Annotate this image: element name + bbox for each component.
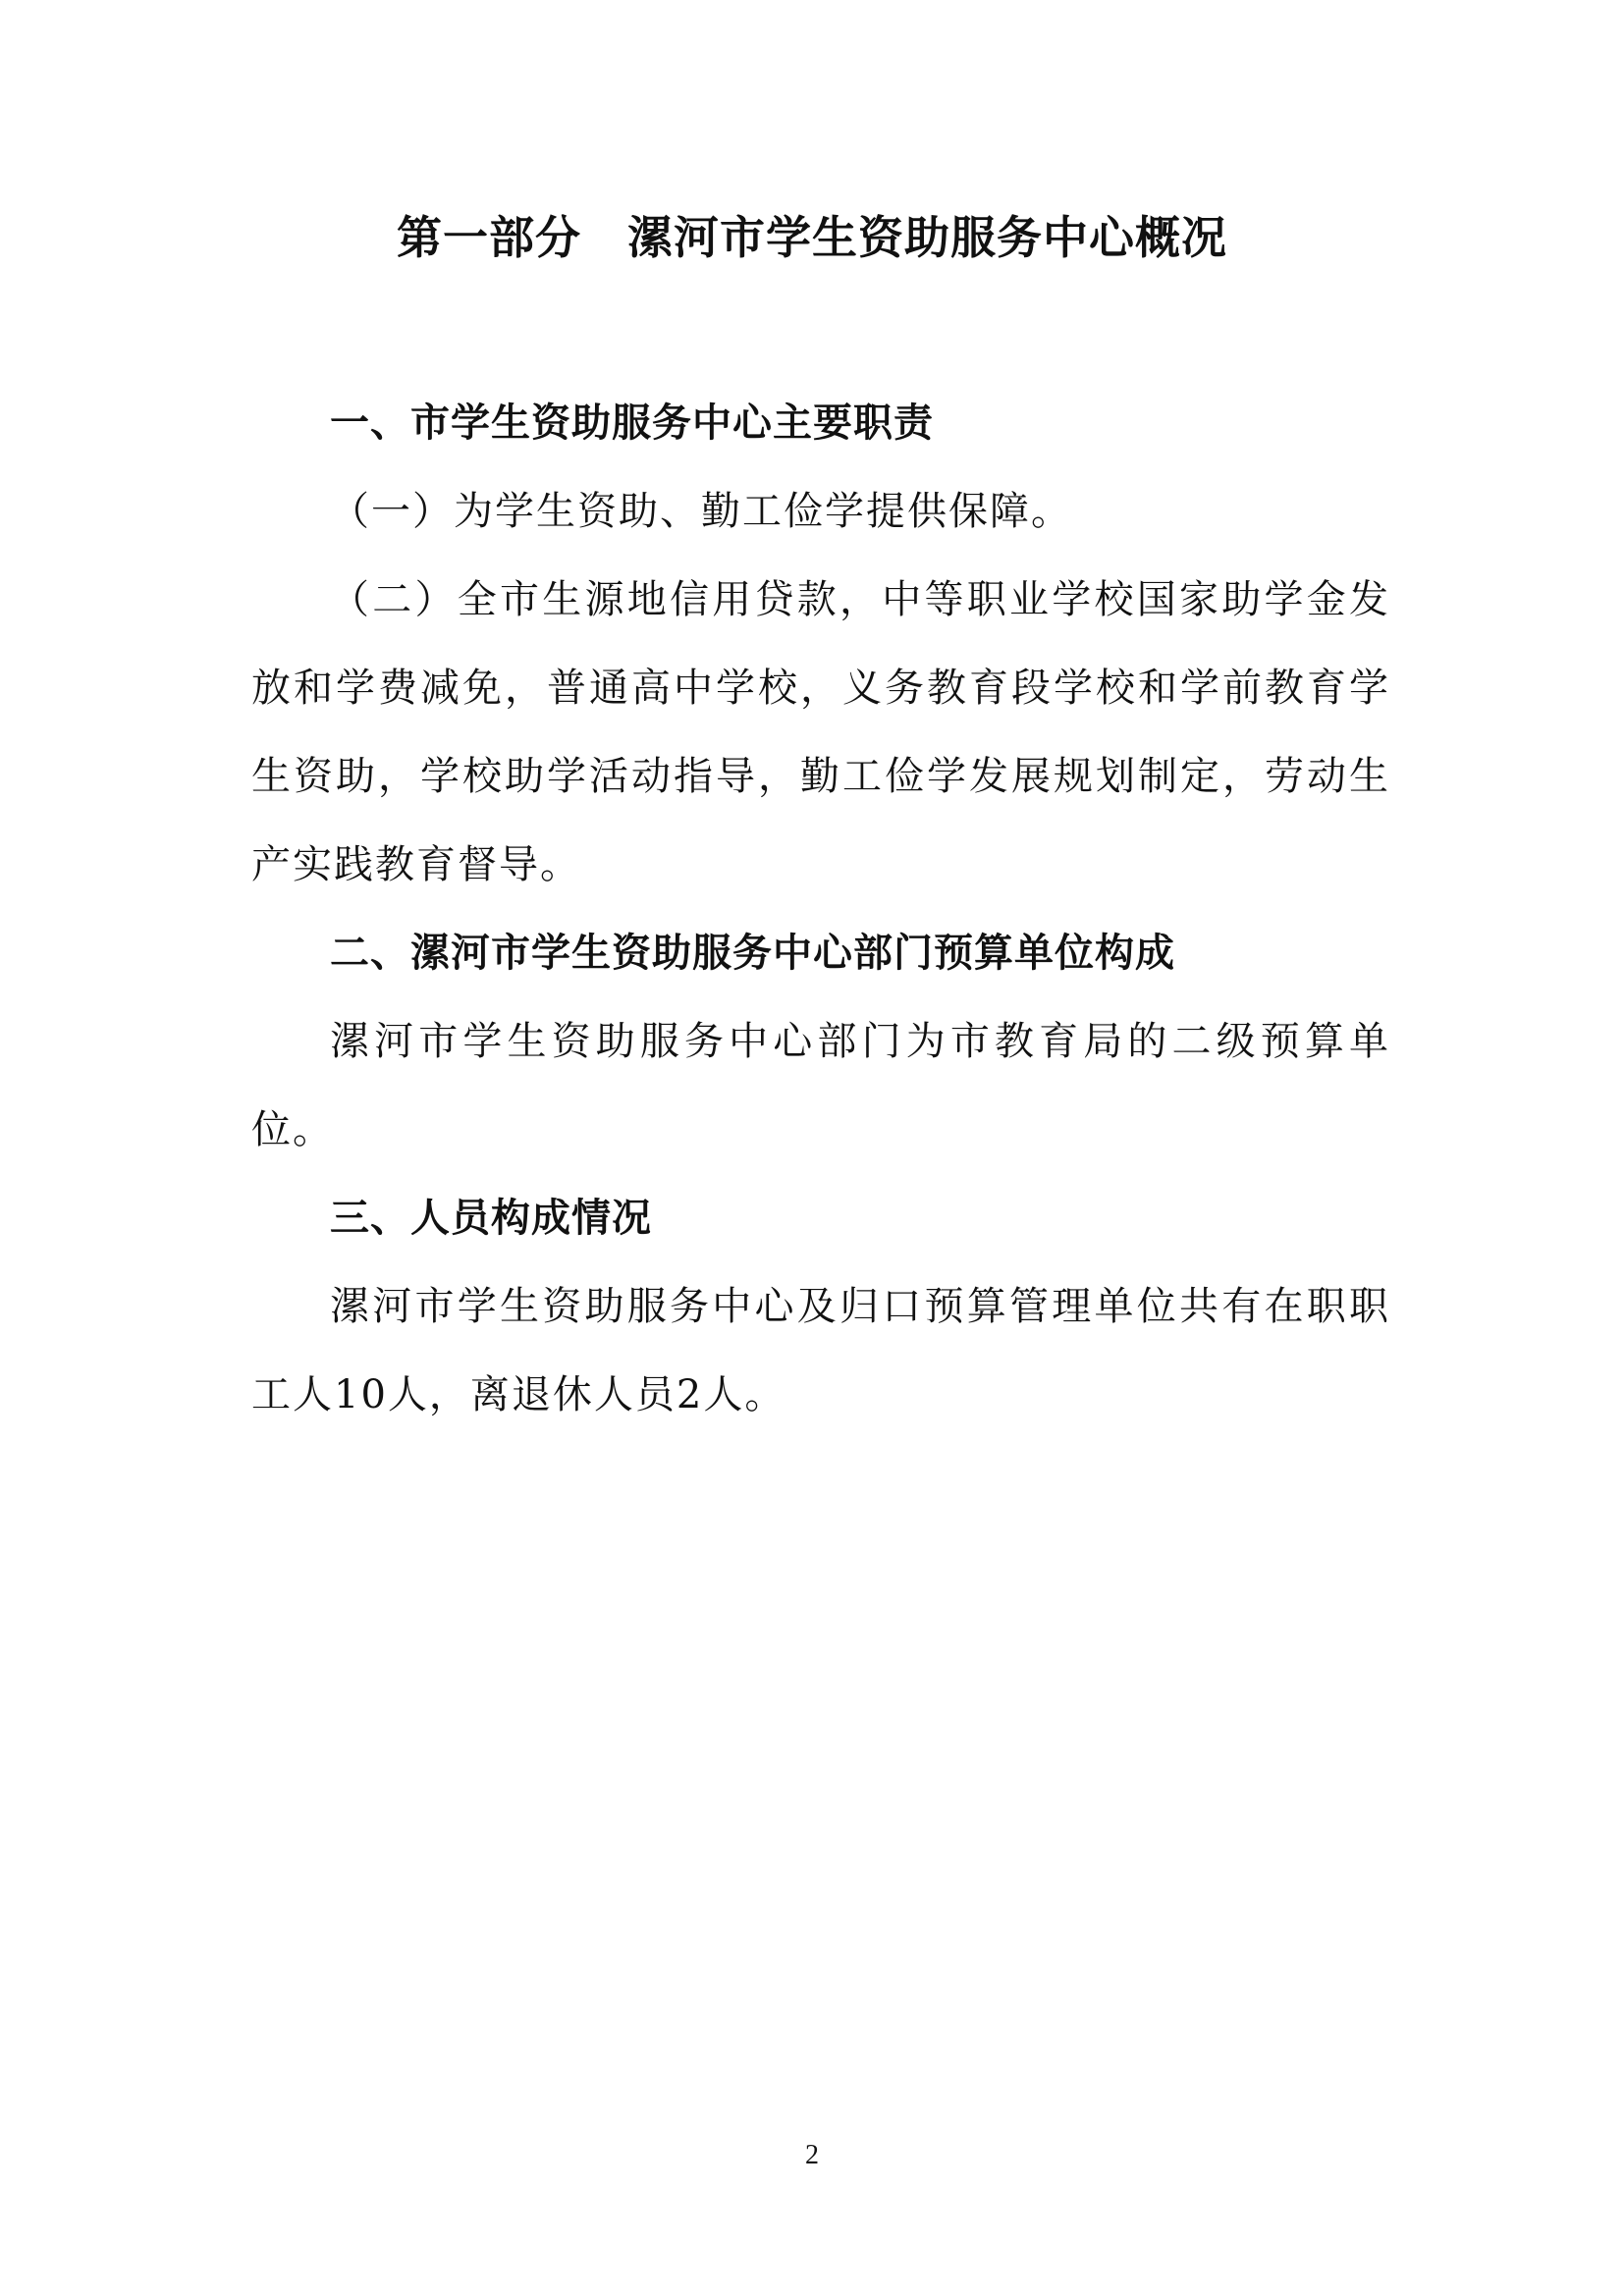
paragraph-responsibility-1: （一）为学生资助、勤工俭学提供保障。	[330, 489, 1072, 534]
page-number: 2	[805, 2140, 819, 2170]
section-heading-responsibilities: 一、市学生资助服务中心主要职责	[330, 400, 934, 446]
document-body	[251, 379, 1390, 1439]
paragraph-responsibility-2: （二）全市生源地信用贷款，中等职业学校国家助学金发放和学费减免，普通高中学校，义务教育段学校和学前教育学生资助，学校助学活动指导，勤工俭学发展规划制定，劳动生产实践教育督导。	[251, 577, 1390, 887]
paragraph-budget-units: 漯河市学生资助服务中心部门为市教育局的二级预算单位。	[251, 1019, 1390, 1152]
page-title: 第一部分 漯河市学生资助服务中心概况	[397, 211, 1227, 264]
paragraph-staffing: 漯河市学生资助服务中心及归口预算管理单位共有在职职工人10人，离退休人员2人。	[251, 1284, 1390, 1417]
section-heading-budget-units: 二、漯河市学生资助服务中心部门预算单位构成	[330, 931, 1175, 976]
section-heading-staffing: 三、人员构成情况	[330, 1196, 652, 1241]
